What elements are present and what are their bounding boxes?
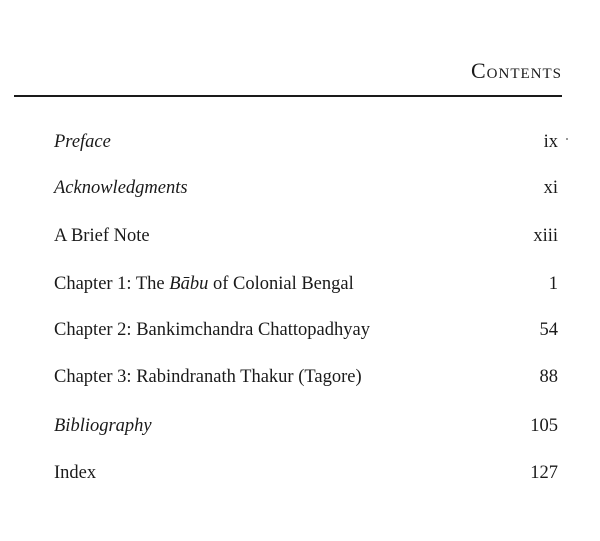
toc-entry-title: Chapter 2: Bankimchandra Chattopadhyay [54, 320, 370, 340]
toc-entry-page-number: 54 [539, 320, 558, 340]
toc-entry-acknowledgments[interactable] [54, 178, 558, 208]
toc-entry-title: A Brief Note [54, 226, 150, 246]
toc-entry-page-number: 105 [530, 416, 558, 436]
toc-entry-page-number: ix [543, 132, 558, 152]
toc-entry-page-number: xi [543, 178, 558, 198]
toc-entry-page-number: 1 [548, 274, 558, 294]
toc-entry-preface[interactable] [54, 132, 558, 162]
toc-entry-title-part: Chapter 1: The [54, 274, 170, 294]
toc-entry-page-number: 127 [530, 463, 558, 483]
page-title: Contents [470, 58, 562, 83]
toc-entry-title: Bibliography [54, 416, 152, 436]
toc-entry-chapter-3[interactable] [54, 367, 558, 397]
toc-entry-title-emphasis: Bābu [169, 274, 209, 294]
toc-entry-title-part: of Colonial Bengal [208, 274, 354, 294]
toc-entry-bibliography[interactable] [54, 416, 558, 446]
toc-entry-page-number: 88 [539, 367, 558, 387]
toc-entry-title: Preface [54, 132, 111, 152]
toc-entry-page-number: xiii [533, 226, 558, 246]
toc-entry-title [54, 274, 354, 295]
toc-entry-title: Acknowledgments [54, 178, 188, 198]
toc-entry-chapter-1[interactable] [54, 274, 558, 304]
toc-entry-chapter-2[interactable] [54, 320, 558, 350]
toc-entry-title: Index [54, 463, 97, 483]
toc-entry-title: Chapter 3: Rabindranath Thakur (Tagore) [54, 367, 362, 387]
toc-entry-brief-note[interactable] [54, 226, 558, 256]
toc-entry-index[interactable] [54, 463, 558, 493]
